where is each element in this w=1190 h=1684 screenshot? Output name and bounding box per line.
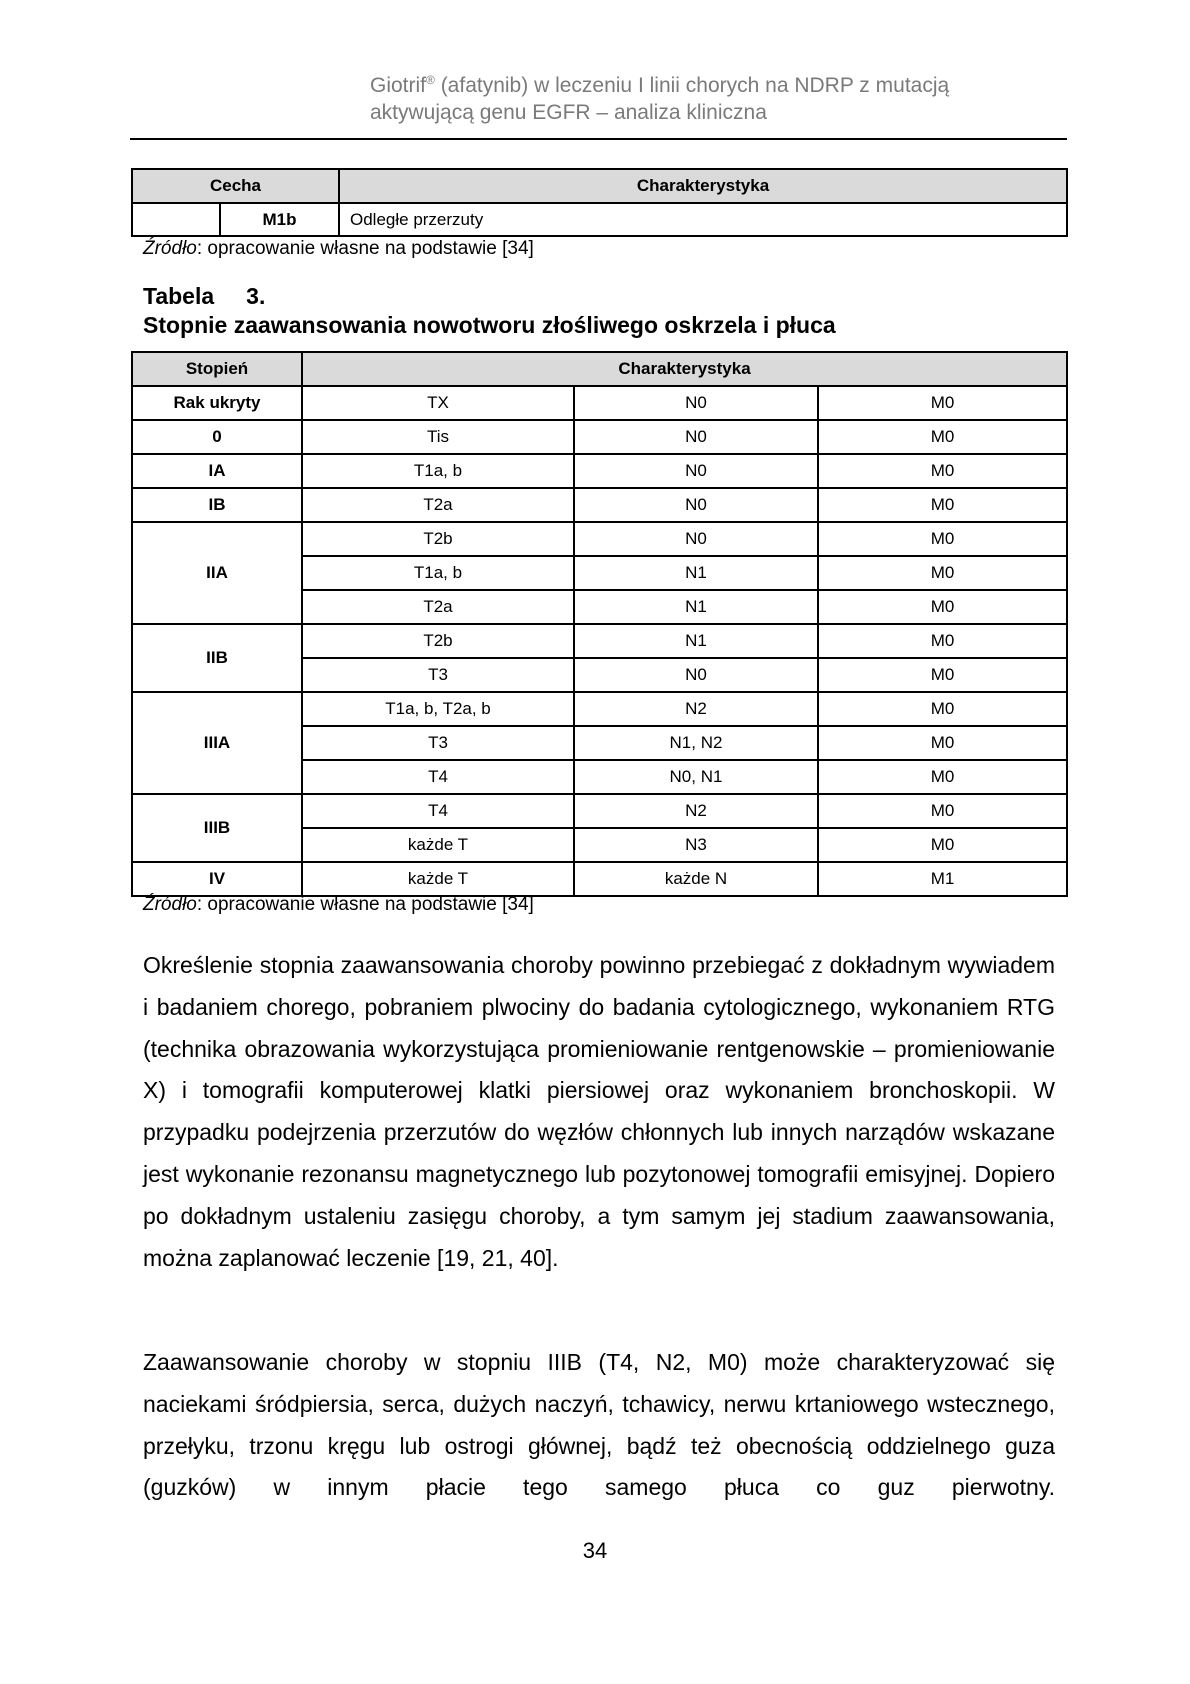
source-label: Źródło	[143, 238, 197, 259]
header-drug-name: Giotrif	[370, 74, 427, 97]
table2-source	[143, 894, 534, 916]
source-label: Źródło	[143, 894, 197, 915]
table-row	[132, 624, 1067, 658]
stage-cell: IIA	[132, 522, 302, 624]
table2-caption	[143, 282, 836, 340]
col-header-characteristic: Charakterystyka	[339, 169, 1067, 203]
header-line1	[370, 74, 949, 97]
table-row	[132, 203, 1067, 236]
n-cell: każde N	[574, 862, 818, 896]
m-cell: M0	[818, 828, 1067, 862]
stage-cell: IV	[132, 862, 302, 896]
running-header	[370, 67, 1056, 126]
m-cell: M0	[818, 794, 1067, 828]
header-rule	[130, 138, 1067, 140]
stage-cell: IIB	[132, 624, 302, 692]
t-cell: T4	[302, 794, 574, 828]
t-cell: T1a, b, T2a, b	[302, 692, 574, 726]
m-cell: M0	[818, 760, 1067, 794]
n-cell: N1, N2	[574, 726, 818, 760]
m-cell: M1	[818, 862, 1067, 896]
t-cell: każde T	[302, 828, 574, 862]
t-cell: T4	[302, 760, 574, 794]
m-cell: M0	[818, 454, 1067, 488]
n-cell: N1	[574, 624, 818, 658]
table-cell-description: Odległe przerzuty	[339, 203, 1067, 236]
t-cell: T3	[302, 658, 574, 692]
n-cell: N0	[574, 386, 818, 420]
m-cell: M0	[818, 658, 1067, 692]
t-cell: T3	[302, 726, 574, 760]
table-cell-empty	[132, 203, 220, 236]
stage-cell: IIIA	[132, 692, 302, 794]
table1-source	[143, 238, 534, 260]
n-cell: N0	[574, 454, 818, 488]
m-cell: M0	[818, 488, 1067, 522]
header-line2: aktywującą genu EGFR – analiza kliniczna	[370, 101, 767, 124]
table-row	[132, 794, 1067, 828]
stage-cell: 0	[132, 420, 302, 454]
body-paragraph-1: Określenie stopnia zaawansowania choroby powinno przebiegać z dokładnym wywiadem i badaniem chorego, pobraniem plwociny do badania cytologicznego, wykonaniem RTG (technika obrazowania wykorzystująca promieniowanie rentgenowskie – promieniowanie X) i tomografii komputerowej klatki piersiowej oraz wykonaniem bronchoskopii. W przypadku podejrzenia przerzutów do węzłów chłonnych lub innych narządów wskazane jest wykonanie rezonansu magnetycznego lub pozytonowej tomografii emisyjnej. Dopiero po dokładnym ustaleniu zasięgu choroby, a tym samym jej stadium zaawansowania, można zaplanować leczenie [19, 21, 40].	[143, 952, 1055, 1271]
n-cell: N2	[574, 692, 818, 726]
m-cell: M0	[818, 420, 1067, 454]
t-cell: każde T	[302, 862, 574, 896]
m-cell: M0	[818, 692, 1067, 726]
t-cell: Tis	[302, 420, 574, 454]
table-cell-code: M1b	[220, 203, 339, 236]
caption-label: Tabela	[143, 283, 215, 309]
n-cell: N0	[574, 658, 818, 692]
table-row	[132, 454, 1067, 488]
caption-title: Stopnie zaawansowania nowotworu złośliwego oskrzela i płuca	[143, 312, 836, 338]
page-number: 34	[582, 1538, 608, 1563]
source-text: : opracowanie własne na podstawie [34]	[196, 238, 534, 259]
n-cell: N1	[574, 556, 818, 590]
n-cell: N0	[574, 488, 818, 522]
tnm-continuation-table	[131, 168, 1068, 237]
caption-number: 3.	[246, 283, 266, 309]
t-cell: T2b	[302, 522, 574, 556]
source-text: : opracowanie własne na podstawie [34]	[196, 894, 534, 915]
header-line1-rest: (afatynib) w leczeniu I linii chorych na NDRP z mutacją	[434, 74, 950, 97]
n-cell: N0	[574, 522, 818, 556]
table-header-row	[132, 169, 1067, 203]
n-cell: N1	[574, 590, 818, 624]
t-cell: TX	[302, 386, 574, 420]
table-row	[132, 386, 1067, 420]
registered-mark: ®	[426, 73, 435, 87]
t-cell: T2a	[302, 488, 574, 522]
table-row	[132, 692, 1067, 726]
t-cell: T1a, b	[302, 556, 574, 590]
caption-heading	[143, 282, 836, 311]
stage-cell: Rak ukryty	[132, 386, 302, 420]
m-cell: M0	[818, 624, 1067, 658]
n-cell: N0	[574, 420, 818, 454]
t-cell: T2b	[302, 624, 574, 658]
table-row	[132, 522, 1067, 556]
col-header-characteristic: Charakterystyka	[302, 352, 1067, 386]
stage-table	[131, 351, 1068, 897]
m-cell: M0	[818, 726, 1067, 760]
stage-cell: IB	[132, 488, 302, 522]
t-cell: T2a	[302, 590, 574, 624]
col-header-stage: Stopień	[132, 352, 302, 386]
table-row	[132, 488, 1067, 522]
m-cell: M0	[818, 522, 1067, 556]
n-cell: N0, N1	[574, 760, 818, 794]
table-row	[132, 420, 1067, 454]
stage-cell: IA	[132, 454, 302, 488]
table-header-row	[132, 352, 1067, 386]
t-cell: T1a, b	[302, 454, 574, 488]
n-cell: N2	[574, 794, 818, 828]
m-cell: M0	[818, 386, 1067, 420]
n-cell: N3	[574, 828, 818, 862]
m-cell: M0	[818, 556, 1067, 590]
body-paragraph-2: Zaawansowanie choroby w stopniu IIIB (T4, N2, M0) może charakteryzować się naciekami śródpiersia, serca, dużych naczyń, tchawicy, nerwu krtaniowego wstecznego, przełyku, trzonu kręgu lub ostrogi głównej, bądź też obecnością oddzielnego guza (guzków) w innym płacie tego samego płuca co guz pierwotny.	[143, 1349, 1055, 1501]
col-header-feature: Cecha	[132, 169, 339, 203]
m-cell: M0	[818, 590, 1067, 624]
stage-cell: IIIB	[132, 794, 302, 862]
table-row	[132, 862, 1067, 896]
